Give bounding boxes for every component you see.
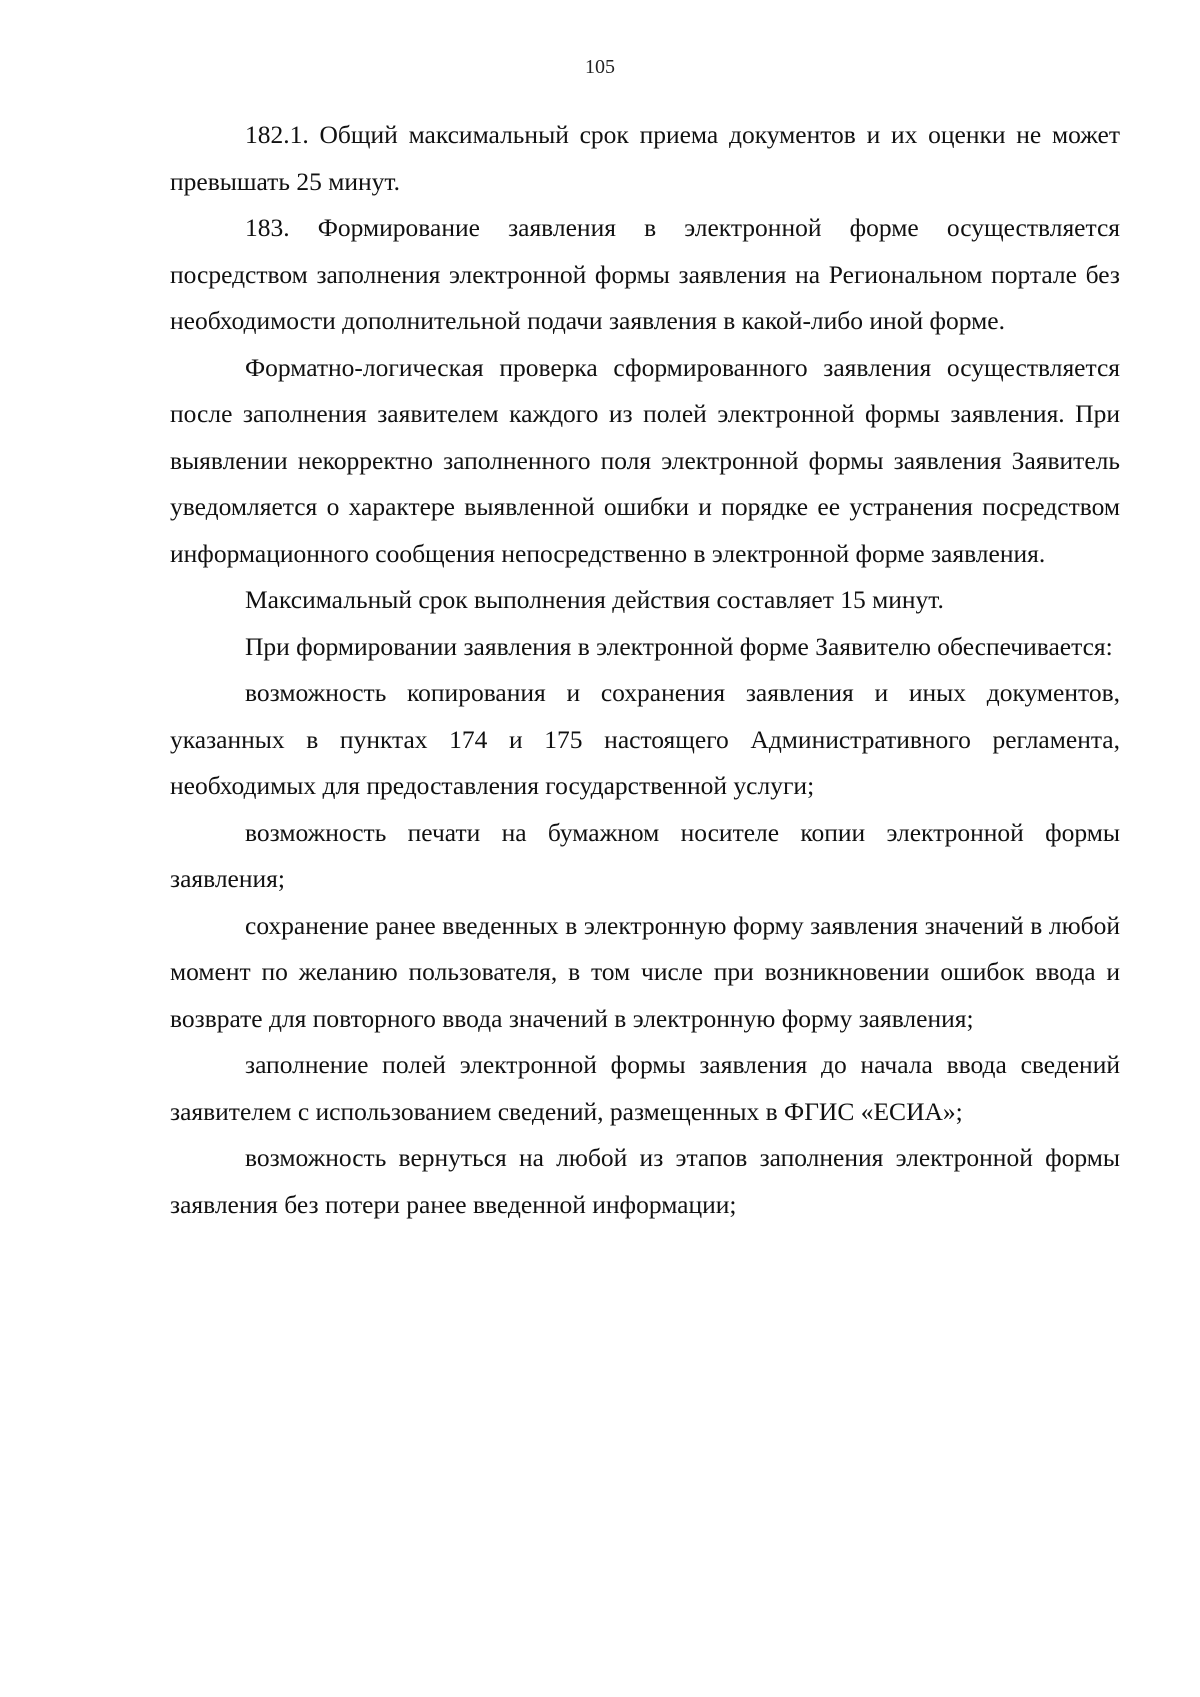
paragraph-max-duration: Максимальный срок выполнения действия составляет 15 минут. [245, 585, 944, 614]
paragraph-183: 183. Формирование заявления в электронной форме осуществляется посредством заполнения электронной формы заявления на Региональном портале без необходимости дополнительной подачи заявления в какой-либо иной форме. [170, 213, 1120, 335]
list-item-prefill: заполнение полей электронной формы заявления до начала ввода сведений заявителем с использованием сведений, размещенных в ФГИС «ЕСИА»; [170, 1050, 1120, 1126]
paragraph-182-1: 182.1. Общий максимальный срок приема документов и их оценки не может превышать 25 минут. [170, 120, 1120, 196]
list-item-copy-save: возможность копирования и сохранения заявления и иных документов, указанных в пунктах 174 и 175 настоящего Административного регламента, необходимых для предоставления государственной услуги; [170, 678, 1120, 800]
page-number: 105 [585, 56, 615, 78]
list-item-save-values: сохранение ранее введенных в электронную форму заявления значений в любой момент по желанию пользователя, в том числе при возникновении ошибок ввода и возврате для повторного ввода значений в электронную форму заявления; [170, 910, 1120, 1033]
document-body [170, 112, 1120, 1228]
paragraph-provisions-intro: При формировании заявления в электронной форме Заявителю обеспечивается: [245, 631, 1113, 661]
paragraph-format-check: Форматно-логическая проверка сформированного заявления осуществляется после заполнения заявителем каждого из полей электронной формы заявления. При выявлении некорректно заполненного поля электронной формы заявления Заявитель уведомляется о характере выявленной ошибки и порядке ее устранения посредством информационного сообщения непосредственно в электронной форме заявления. [170, 352, 1120, 568]
list-item-return-step: возможность вернуться на любой из этапов заполнения электронной формы заявления без потери ранее введенной информации; [170, 1143, 1120, 1219]
list-item-print: возможность печати на бумажном носителе копии электронной формы заявления; [170, 817, 1120, 893]
